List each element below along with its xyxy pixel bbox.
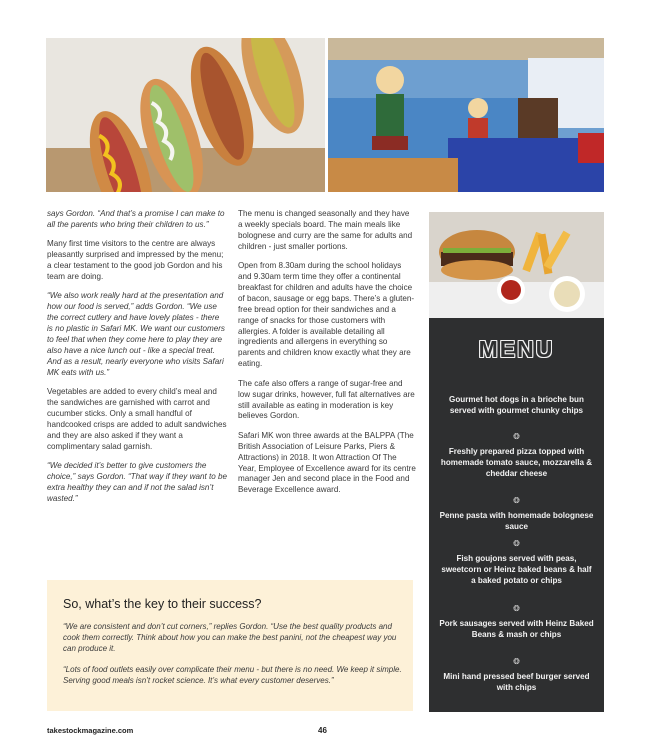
paragraph: The menu is changed seasonally and they have a weekly specials board. The main meals like bolognese and curry are the same for adults and children - just smaller portions. xyxy=(238,209,413,251)
paragraph: Open from 8.30am during the school holidays and 9.30am term time they offer a continental breakfast for children and adults have the choice of bacon, sausage or egg baps. There’s a gluten-free bread option for their sandwiches and a range of snacks for those customers with allergies. A folder is available detailing all ingredients and allergens in everything so parents and children know exactly what they are eating. xyxy=(238,261,415,369)
hotdogs-photo xyxy=(46,38,325,192)
menu-item: Penne pasta with homemade bolognese sauce xyxy=(439,511,594,531)
flourish-icon: ❂ xyxy=(513,432,520,441)
menu-title: MENU xyxy=(478,336,555,362)
flourish-icon: ❂ xyxy=(513,604,520,613)
paragraph: “We also work really hard at the presentation and how our food is served,” adds Gordon. “We use the correct cutlery and have lovely plates - there is no plastic in Safari MK. We want our customers to feel that when they come here to play they are also have a nice lunch out - like a special treat. And as a result, nearly everyone who visits Safari MK eats with us.” xyxy=(47,291,225,377)
paragraph: says Gordon. “And that’s a promise I can make to all the parents who bring their children to us.” xyxy=(47,209,225,229)
success-quote: “We are consistent and don’t cut corners,” replies Gordon. “Use the best quality products and cook them correctly. Think about how you can make the best panini, not the cheapest way you can produce it. xyxy=(63,622,397,653)
paragraph: The cafe also offers a range of sugar-free and low sugar drinks, however, full fat alternatives are still available as eating in moderation is key believes Gordon. xyxy=(238,378,415,421)
flourish-icon: ❂ xyxy=(513,539,520,548)
menu-item: Freshly prepared pizza topped with homemade tomato sauce, mozzarella & cheddar cheese xyxy=(440,447,593,478)
menu-item: Gourmet hot dogs in a brioche bun served with gourmet chunky chips xyxy=(449,395,584,415)
footer-site: takestockmagazine.com xyxy=(47,726,134,735)
cafe-photo xyxy=(328,38,604,192)
success-quote: “Lots of food outlets easily over complicate their menu - but there is no need. We keep it simple. Serving good meals isn’t rocket science. It’s what every customer deserves.” xyxy=(63,665,402,685)
paragraph: Vegetables are added to every child’s meal and the sandwiches are garnished with carrot and cucumber sticks. Only a small handful of handcooked crisps are added to adult sandwiches and they are also asked if they want a complimentary salad garnish. xyxy=(47,387,227,451)
menu-board xyxy=(429,318,604,712)
menu-item: Pork sausages served with Heinz Baked Beans & mash or chips xyxy=(439,619,594,639)
paragraph: Many first time visitors to the centre are always pleasantly surprised and impressed by the menu; a clear testament to the good job Gordon and his team are doing. xyxy=(47,239,224,282)
menu-item: Mini hand pressed beef burger served with chips xyxy=(443,672,590,692)
flourish-icon: ❂ xyxy=(513,496,520,505)
article-column-2 xyxy=(238,209,416,505)
success-box xyxy=(47,580,413,711)
page-number: 46 xyxy=(318,726,327,735)
article-column-1 xyxy=(47,209,227,513)
burger-photo xyxy=(429,212,604,318)
flourish-icon: ❂ xyxy=(513,657,520,666)
paragraph: “We decided it’s better to give customers the choice,” says Gordon. “That way if they want to be extra healthy they can and if not the salad isn’t wasted.” xyxy=(47,461,227,503)
paragraph: Safari MK won three awards at the BALPPA (The British Association of Leisure Parks, Piers & Attractions) in 2018. It won Attraction Of The Year, Employee of Excellence award for its centre manager Jen and second place in the Food and Beverage Excellence award. xyxy=(238,430,416,495)
success-heading: So, what’s the key to their success? xyxy=(63,597,262,611)
menu-item: Fish goujons served with peas, sweetcorn or Heinz baked beans & half a baked potato or chips xyxy=(441,554,592,585)
